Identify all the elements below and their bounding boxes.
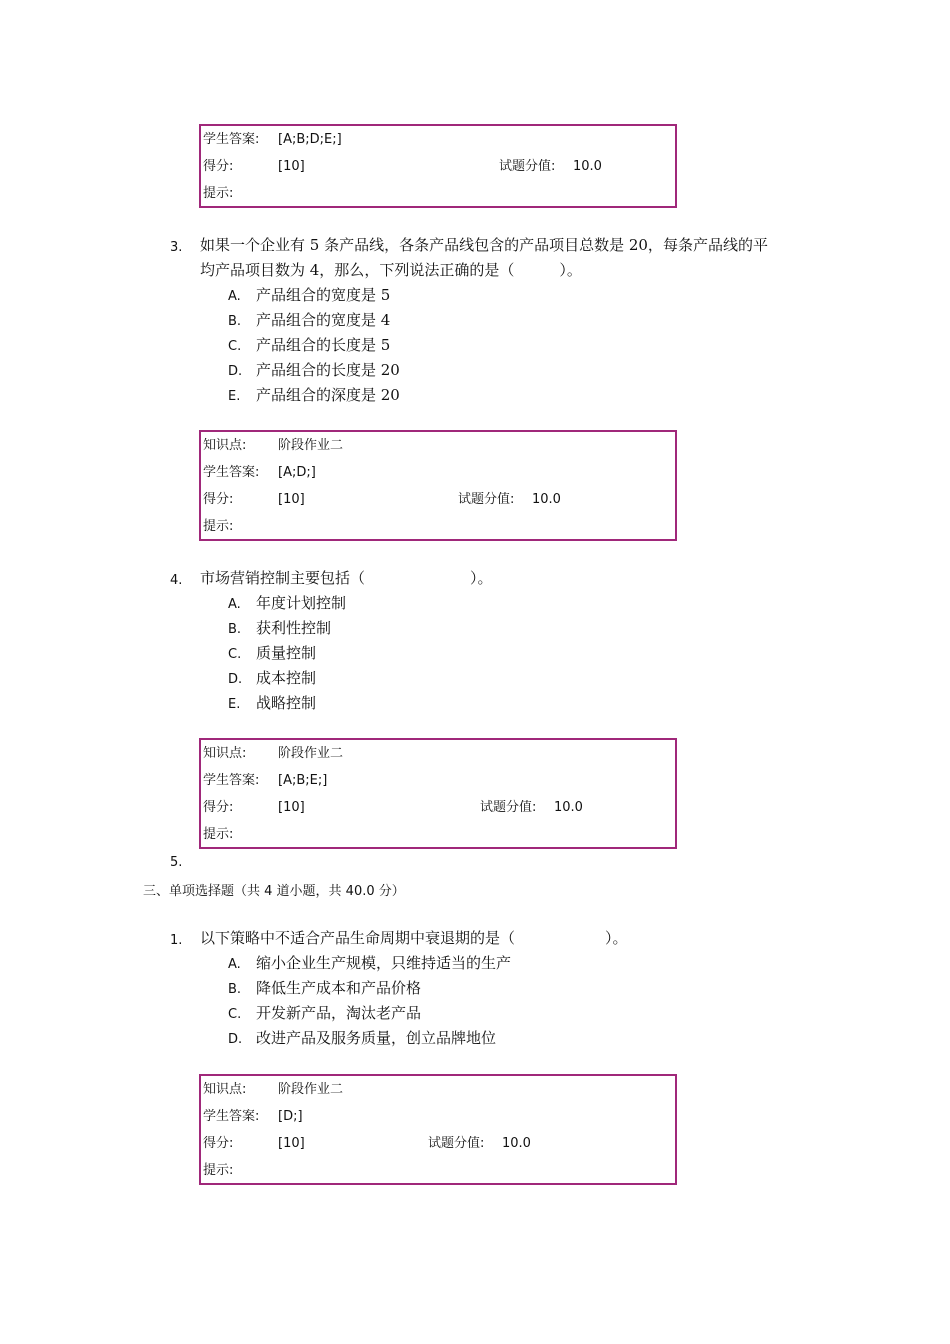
question-text-line1: 市场营销控制主要包括（ ）。: [200, 569, 493, 587]
option-letter: E.: [228, 697, 241, 712]
student-answer-value: [A;B;D;E;]: [278, 132, 342, 147]
score-value: [10]: [278, 1136, 305, 1151]
knowledge-value: 阶段作业二: [278, 438, 344, 453]
option-letter: A.: [228, 289, 241, 304]
option-a[interactable]: [228, 283, 390, 309]
option-letter: C.: [228, 647, 242, 662]
option-b[interactable]: [228, 308, 390, 334]
option-text: 产品组合的宽度是 4: [256, 311, 391, 329]
score-value: [10]: [278, 159, 305, 174]
option-letter: C.: [228, 1007, 242, 1022]
question-number: 5.: [170, 855, 183, 870]
option-text: 获利性控制: [256, 619, 332, 637]
knowledge-label: 知识点:: [203, 438, 247, 453]
option-text: 产品组合的长度是 5: [256, 336, 391, 354]
knowledge-value: 阶段作业二: [278, 1082, 344, 1097]
student-answer-value: [A;D;]: [278, 465, 316, 480]
option-text: 缩小企业生产规模，只维持适当的生产: [256, 954, 512, 972]
answer-box-q4: [199, 738, 677, 849]
point-value-label: 试题分值:: [480, 800, 537, 815]
option-letter: A.: [228, 957, 241, 972]
score-label: 得分:: [203, 800, 234, 815]
score-value: [10]: [278, 800, 305, 815]
option-text: 开发新产品，淘汰老产品: [256, 1004, 422, 1022]
student-answer-value: [A;B;E;]: [278, 773, 328, 788]
student-answer-value: [D;]: [278, 1109, 303, 1124]
option-letter: E.: [228, 389, 241, 404]
option-d[interactable]: [228, 666, 316, 692]
option-e[interactable]: [228, 691, 316, 717]
option-b[interactable]: [228, 976, 421, 1002]
option-b[interactable]: [228, 616, 331, 642]
hint-label: 提示:: [203, 1163, 234, 1178]
score-label: 得分:: [203, 1136, 234, 1151]
option-letter: B.: [228, 982, 242, 997]
hint-label: 提示:: [203, 186, 234, 201]
option-c[interactable]: [228, 641, 316, 667]
option-text: 年度计划控制: [256, 594, 347, 612]
option-letter: D.: [228, 364, 243, 379]
point-value: 10.0: [502, 1136, 531, 1151]
option-e[interactable]: [228, 383, 400, 409]
option-text: 战略控制: [256, 694, 317, 712]
option-a[interactable]: [228, 951, 511, 977]
option-text: 产品组合的宽度是 5: [256, 286, 391, 304]
question-number: 4.: [170, 573, 183, 588]
question-number: 1.: [170, 933, 183, 948]
point-value: 10.0: [573, 159, 602, 174]
point-value: 10.0: [554, 800, 583, 815]
option-letter: C.: [228, 339, 242, 354]
option-text: 降低生产成本和产品价格: [256, 979, 422, 997]
option-text: 质量控制: [256, 644, 317, 662]
option-text: 改进产品及服务质量，创立品牌地位: [256, 1029, 497, 1047]
student-answer-label: 学生答案:: [203, 1109, 260, 1124]
option-c[interactable]: [228, 333, 390, 359]
section-title: 三、单项选择题（共 4 道小题，共 40.0 分）: [143, 884, 405, 899]
hint-label: 提示:: [203, 827, 234, 842]
option-letter: B.: [228, 314, 242, 329]
option-c[interactable]: [228, 1001, 421, 1027]
answer-box-prev: [199, 124, 677, 208]
score-label: 得分:: [203, 159, 234, 174]
hint-label: 提示:: [203, 519, 234, 534]
student-answer-label: 学生答案:: [203, 465, 260, 480]
option-d[interactable]: [228, 1026, 496, 1052]
option-letter: D.: [228, 672, 243, 687]
score-value: [10]: [278, 492, 305, 507]
question-number: 3.: [170, 240, 183, 255]
point-value: 10.0: [532, 492, 561, 507]
option-d[interactable]: [228, 358, 400, 384]
question-text-line2: 均产品项目数为 4，那么，下列说法正确的是（ ）。: [200, 261, 582, 279]
student-answer-label: 学生答案:: [203, 132, 260, 147]
knowledge-label: 知识点:: [203, 746, 247, 761]
point-value-label: 试题分值:: [428, 1136, 485, 1151]
question-text-line1: 以下策略中不适合产品生命周期中衰退期的是（ ）。: [200, 929, 628, 947]
option-letter: A.: [228, 597, 241, 612]
answer-box-q3: [199, 430, 677, 541]
answer-box-s3q1: [199, 1074, 677, 1185]
knowledge-label: 知识点:: [203, 1082, 247, 1097]
point-value-label: 试题分值:: [458, 492, 515, 507]
knowledge-value: 阶段作业二: [278, 746, 344, 761]
score-label: 得分:: [203, 492, 234, 507]
option-text: 产品组合的长度是 20: [256, 361, 400, 379]
option-text: 产品组合的深度是 20: [256, 386, 400, 404]
option-letter: B.: [228, 622, 242, 637]
question-text-line1: 如果一个企业有 5 条产品线，各条产品线包含的产品项目总数是 20，每条产品线的平: [200, 236, 768, 254]
option-text: 成本控制: [256, 669, 317, 687]
option-letter: D.: [228, 1032, 243, 1047]
point-value-label: 试题分值:: [499, 159, 556, 174]
option-a[interactable]: [228, 591, 346, 617]
student-answer-label: 学生答案:: [203, 773, 260, 788]
